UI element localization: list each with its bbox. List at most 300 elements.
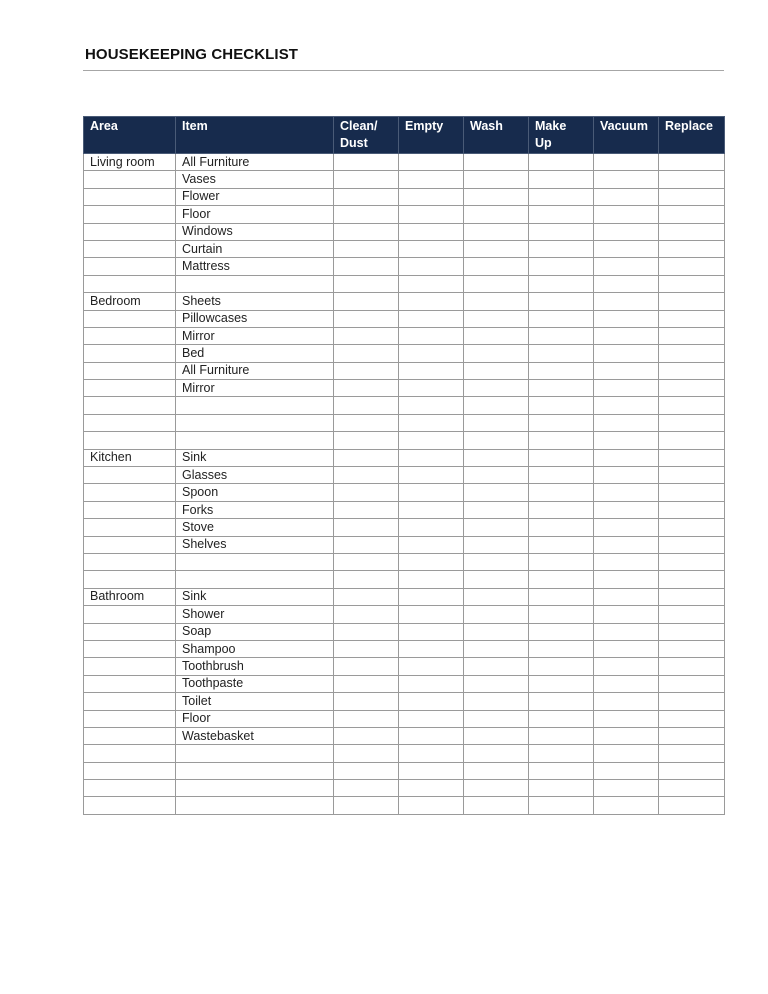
vacuum-checkbox-cell[interactable] — [594, 484, 659, 501]
wash-checkbox-cell[interactable] — [464, 501, 529, 518]
vacuum-checkbox-cell[interactable] — [594, 727, 659, 744]
wash-checkbox-cell[interactable] — [464, 223, 529, 240]
column-header-vacuum: Vacuum — [594, 117, 659, 154]
empty-checkbox-cell[interactable] — [399, 310, 464, 327]
replace-checkbox-cell[interactable] — [659, 171, 725, 188]
empty-checkbox-cell[interactable] — [399, 553, 464, 570]
make-up-checkbox-cell[interactable] — [529, 154, 594, 171]
replace-checkbox-cell[interactable] — [659, 623, 725, 640]
make-up-checkbox-cell[interactable] — [529, 206, 594, 223]
vacuum-checkbox-cell[interactable] — [594, 397, 659, 414]
clean-dust-checkbox-cell[interactable] — [334, 414, 399, 431]
item-cell: Toilet — [176, 693, 334, 710]
make-up-checkbox-cell[interactable] — [529, 571, 594, 588]
replace-checkbox-cell[interactable] — [659, 780, 725, 797]
replace-checkbox-cell[interactable] — [659, 640, 725, 657]
item-cell — [176, 762, 334, 779]
vacuum-checkbox-cell[interactable] — [594, 171, 659, 188]
replace-checkbox-cell[interactable] — [659, 484, 725, 501]
make-up-checkbox-cell[interactable] — [529, 780, 594, 797]
wash-checkbox-cell[interactable] — [464, 484, 529, 501]
clean-dust-checkbox-cell[interactable] — [334, 658, 399, 675]
vacuum-checkbox-cell[interactable] — [594, 710, 659, 727]
item-cell: Shampoo — [176, 640, 334, 657]
clean-dust-checkbox-cell[interactable] — [334, 745, 399, 762]
empty-checkbox-cell[interactable] — [399, 675, 464, 692]
empty-checkbox-cell[interactable] — [399, 414, 464, 431]
empty-checkbox-cell[interactable] — [399, 327, 464, 344]
make-up-checkbox-cell[interactable] — [529, 414, 594, 431]
clean-dust-checkbox-cell[interactable] — [334, 449, 399, 466]
clean-dust-checkbox-cell[interactable] — [334, 432, 399, 449]
vacuum-checkbox-cell[interactable] — [594, 467, 659, 484]
item-cell: Soap — [176, 623, 334, 640]
wash-checkbox-cell[interactable] — [464, 693, 529, 710]
make-up-checkbox-cell[interactable] — [529, 519, 594, 536]
area-cell — [84, 693, 176, 710]
area-cell — [84, 397, 176, 414]
item-cell: Shower — [176, 606, 334, 623]
clean-dust-checkbox-cell[interactable] — [334, 240, 399, 257]
replace-checkbox-cell[interactable] — [659, 553, 725, 570]
wash-checkbox-cell[interactable] — [464, 553, 529, 570]
vacuum-checkbox-cell[interactable] — [594, 675, 659, 692]
table-row — [84, 501, 725, 518]
item-cell — [176, 553, 334, 570]
make-up-checkbox-cell[interactable] — [529, 745, 594, 762]
make-up-checkbox-cell[interactable] — [529, 623, 594, 640]
empty-checkbox-cell[interactable] — [399, 449, 464, 466]
make-up-checkbox-cell[interactable] — [529, 449, 594, 466]
make-up-checkbox-cell[interactable] — [529, 380, 594, 397]
wash-checkbox-cell[interactable] — [464, 519, 529, 536]
replace-checkbox-cell[interactable] — [659, 345, 725, 362]
clean-dust-checkbox-cell[interactable] — [334, 536, 399, 553]
vacuum-checkbox-cell[interactable] — [594, 206, 659, 223]
empty-checkbox-cell[interactable] — [399, 275, 464, 292]
item-cell: Floor — [176, 206, 334, 223]
vacuum-checkbox-cell[interactable] — [594, 501, 659, 518]
area-cell — [84, 501, 176, 518]
table-row — [84, 449, 725, 466]
area-cell — [84, 745, 176, 762]
make-up-checkbox-cell[interactable] — [529, 327, 594, 344]
wash-checkbox-cell[interactable] — [464, 240, 529, 257]
clean-dust-checkbox-cell[interactable] — [334, 362, 399, 379]
replace-checkbox-cell[interactable] — [659, 571, 725, 588]
make-up-checkbox-cell[interactable] — [529, 640, 594, 657]
vacuum-checkbox-cell[interactable] — [594, 606, 659, 623]
empty-checkbox-cell[interactable] — [399, 658, 464, 675]
title-divider — [83, 70, 724, 71]
item-cell — [176, 780, 334, 797]
area-cell: Living room — [84, 154, 176, 171]
area-cell — [84, 797, 176, 814]
replace-checkbox-cell[interactable] — [659, 727, 725, 744]
replace-checkbox-cell[interactable] — [659, 275, 725, 292]
wash-checkbox-cell[interactable] — [464, 710, 529, 727]
wash-checkbox-cell[interactable] — [464, 188, 529, 205]
empty-checkbox-cell[interactable] — [399, 362, 464, 379]
empty-checkbox-cell[interactable] — [399, 710, 464, 727]
wash-checkbox-cell[interactable] — [464, 536, 529, 553]
table-row — [84, 223, 725, 240]
clean-dust-checkbox-cell[interactable] — [334, 553, 399, 570]
vacuum-checkbox-cell[interactable] — [594, 188, 659, 205]
replace-checkbox-cell[interactable] — [659, 467, 725, 484]
replace-checkbox-cell[interactable] — [659, 449, 725, 466]
vacuum-checkbox-cell[interactable] — [594, 362, 659, 379]
wash-checkbox-cell[interactable] — [464, 397, 529, 414]
item-cell: Spoon — [176, 484, 334, 501]
empty-checkbox-cell[interactable] — [399, 501, 464, 518]
make-up-checkbox-cell[interactable] — [529, 397, 594, 414]
wash-checkbox-cell[interactable] — [464, 327, 529, 344]
clean-dust-checkbox-cell[interactable] — [334, 693, 399, 710]
make-up-checkbox-cell[interactable] — [529, 275, 594, 292]
clean-dust-checkbox-cell[interactable] — [334, 780, 399, 797]
make-up-checkbox-cell[interactable] — [529, 727, 594, 744]
make-up-checkbox-cell[interactable] — [529, 310, 594, 327]
empty-checkbox-cell[interactable] — [399, 780, 464, 797]
make-up-checkbox-cell[interactable] — [529, 188, 594, 205]
replace-checkbox-cell[interactable] — [659, 693, 725, 710]
clean-dust-checkbox-cell[interactable] — [334, 154, 399, 171]
vacuum-checkbox-cell[interactable] — [594, 154, 659, 171]
table-row — [84, 310, 725, 327]
empty-checkbox-cell[interactable] — [399, 536, 464, 553]
make-up-checkbox-cell[interactable] — [529, 675, 594, 692]
area-cell — [84, 606, 176, 623]
wash-checkbox-cell[interactable] — [464, 467, 529, 484]
wash-checkbox-cell[interactable] — [464, 293, 529, 310]
vacuum-checkbox-cell[interactable] — [594, 275, 659, 292]
replace-checkbox-cell[interactable] — [659, 675, 725, 692]
page-title: HOUSEKEEPING CHECKLIST — [85, 46, 299, 63]
make-up-checkbox-cell[interactable] — [529, 710, 594, 727]
make-up-checkbox-cell[interactable] — [529, 240, 594, 257]
wash-checkbox-cell[interactable] — [464, 623, 529, 640]
vacuum-checkbox-cell[interactable] — [594, 693, 659, 710]
item-cell: Toothbrush — [176, 658, 334, 675]
make-up-checkbox-cell[interactable] — [529, 432, 594, 449]
clean-dust-checkbox-cell[interactable] — [334, 380, 399, 397]
wash-checkbox-cell[interactable] — [464, 258, 529, 275]
replace-checkbox-cell[interactable] — [659, 240, 725, 257]
make-up-checkbox-cell[interactable] — [529, 293, 594, 310]
item-cell: Sheets — [176, 293, 334, 310]
area-cell — [84, 327, 176, 344]
wash-checkbox-cell[interactable] — [464, 345, 529, 362]
clean-dust-checkbox-cell[interactable] — [334, 310, 399, 327]
wash-checkbox-cell[interactable] — [464, 588, 529, 605]
vacuum-checkbox-cell[interactable] — [594, 780, 659, 797]
make-up-checkbox-cell[interactable] — [529, 223, 594, 240]
vacuum-checkbox-cell[interactable] — [594, 571, 659, 588]
vacuum-checkbox-cell[interactable] — [594, 797, 659, 814]
item-cell: Mirror — [176, 380, 334, 397]
replace-checkbox-cell[interactable] — [659, 206, 725, 223]
replace-checkbox-cell[interactable] — [659, 188, 725, 205]
clean-dust-checkbox-cell[interactable] — [334, 484, 399, 501]
table-row — [84, 345, 725, 362]
empty-checkbox-cell[interactable] — [399, 397, 464, 414]
clean-dust-checkbox-cell[interactable] — [334, 188, 399, 205]
replace-checkbox-cell[interactable] — [659, 362, 725, 379]
clean-dust-checkbox-cell[interactable] — [334, 345, 399, 362]
wash-checkbox-cell[interactable] — [464, 154, 529, 171]
item-cell: Wastebasket — [176, 727, 334, 744]
table-row — [84, 588, 725, 605]
vacuum-checkbox-cell[interactable] — [594, 310, 659, 327]
wash-checkbox-cell[interactable] — [464, 449, 529, 466]
column-header-clean-dust: Clean/ Dust — [334, 117, 399, 154]
item-cell: Floor — [176, 710, 334, 727]
area-cell — [84, 640, 176, 657]
item-cell — [176, 414, 334, 431]
clean-dust-checkbox-cell[interactable] — [334, 640, 399, 657]
wash-checkbox-cell[interactable] — [464, 414, 529, 431]
table-row — [84, 519, 725, 536]
clean-dust-checkbox-cell[interactable] — [334, 519, 399, 536]
replace-checkbox-cell[interactable] — [659, 536, 725, 553]
make-up-checkbox-cell[interactable] — [529, 762, 594, 779]
wash-checkbox-cell[interactable] — [464, 571, 529, 588]
vacuum-checkbox-cell[interactable] — [594, 519, 659, 536]
vacuum-checkbox-cell[interactable] — [594, 640, 659, 657]
vacuum-checkbox-cell[interactable] — [594, 223, 659, 240]
clean-dust-checkbox-cell[interactable] — [334, 623, 399, 640]
empty-checkbox-cell[interactable] — [399, 762, 464, 779]
vacuum-checkbox-cell[interactable] — [594, 293, 659, 310]
vacuum-checkbox-cell[interactable] — [594, 345, 659, 362]
wash-checkbox-cell[interactable] — [464, 310, 529, 327]
empty-checkbox-cell[interactable] — [399, 380, 464, 397]
empty-checkbox-cell[interactable] — [399, 745, 464, 762]
replace-checkbox-cell[interactable] — [659, 293, 725, 310]
make-up-checkbox-cell[interactable] — [529, 588, 594, 605]
make-up-checkbox-cell[interactable] — [529, 467, 594, 484]
replace-checkbox-cell[interactable] — [659, 658, 725, 675]
replace-checkbox-cell[interactable] — [659, 588, 725, 605]
wash-checkbox-cell[interactable] — [464, 432, 529, 449]
make-up-checkbox-cell[interactable] — [529, 258, 594, 275]
empty-checkbox-cell[interactable] — [399, 154, 464, 171]
make-up-checkbox-cell[interactable] — [529, 536, 594, 553]
item-cell — [176, 797, 334, 814]
replace-checkbox-cell[interactable] — [659, 327, 725, 344]
replace-checkbox-cell[interactable] — [659, 745, 725, 762]
area-cell — [84, 223, 176, 240]
empty-checkbox-cell[interactable] — [399, 623, 464, 640]
clean-dust-checkbox-cell[interactable] — [334, 571, 399, 588]
clean-dust-checkbox-cell[interactable] — [334, 467, 399, 484]
table-row — [84, 467, 725, 484]
make-up-checkbox-cell[interactable] — [529, 693, 594, 710]
vacuum-checkbox-cell[interactable] — [594, 327, 659, 344]
make-up-checkbox-cell[interactable] — [529, 501, 594, 518]
area-cell — [84, 275, 176, 292]
empty-checkbox-cell[interactable] — [399, 693, 464, 710]
empty-checkbox-cell[interactable] — [399, 797, 464, 814]
make-up-checkbox-cell[interactable] — [529, 658, 594, 675]
table-row — [84, 640, 725, 657]
item-cell: Sink — [176, 588, 334, 605]
table-row — [84, 623, 725, 640]
area-cell — [84, 675, 176, 692]
vacuum-checkbox-cell[interactable] — [594, 380, 659, 397]
table-row — [84, 745, 725, 762]
table-row — [84, 606, 725, 623]
item-cell: Forks — [176, 501, 334, 518]
make-up-checkbox-cell[interactable] — [529, 484, 594, 501]
empty-checkbox-cell[interactable] — [399, 484, 464, 501]
area-cell — [84, 362, 176, 379]
clean-dust-checkbox-cell[interactable] — [334, 397, 399, 414]
empty-checkbox-cell[interactable] — [399, 519, 464, 536]
table-body — [84, 154, 725, 815]
empty-checkbox-cell[interactable] — [399, 432, 464, 449]
replace-checkbox-cell[interactable] — [659, 414, 725, 431]
area-cell — [84, 762, 176, 779]
clean-dust-checkbox-cell[interactable] — [334, 327, 399, 344]
wash-checkbox-cell[interactable] — [464, 640, 529, 657]
area-cell — [84, 484, 176, 501]
item-cell: Shelves — [176, 536, 334, 553]
wash-checkbox-cell[interactable] — [464, 275, 529, 292]
vacuum-checkbox-cell[interactable] — [594, 658, 659, 675]
empty-checkbox-cell[interactable] — [399, 345, 464, 362]
area-cell — [84, 658, 176, 675]
wash-checkbox-cell[interactable] — [464, 745, 529, 762]
column-header-make-up: Make Up — [529, 117, 594, 154]
empty-checkbox-cell[interactable] — [399, 171, 464, 188]
wash-checkbox-cell[interactable] — [464, 780, 529, 797]
replace-checkbox-cell[interactable] — [659, 606, 725, 623]
make-up-checkbox-cell[interactable] — [529, 345, 594, 362]
vacuum-checkbox-cell[interactable] — [594, 449, 659, 466]
clean-dust-checkbox-cell[interactable] — [334, 293, 399, 310]
area-cell — [84, 171, 176, 188]
replace-checkbox-cell[interactable] — [659, 762, 725, 779]
table-row — [84, 258, 725, 275]
clean-dust-checkbox-cell[interactable] — [334, 797, 399, 814]
replace-checkbox-cell[interactable] — [659, 432, 725, 449]
make-up-checkbox-cell[interactable] — [529, 553, 594, 570]
wash-checkbox-cell[interactable] — [464, 362, 529, 379]
clean-dust-checkbox-cell[interactable] — [334, 710, 399, 727]
clean-dust-checkbox-cell[interactable] — [334, 258, 399, 275]
vacuum-checkbox-cell[interactable] — [594, 745, 659, 762]
area-cell — [84, 258, 176, 275]
empty-checkbox-cell[interactable] — [399, 571, 464, 588]
empty-checkbox-cell[interactable] — [399, 206, 464, 223]
replace-checkbox-cell[interactable] — [659, 501, 725, 518]
replace-checkbox-cell[interactable] — [659, 310, 725, 327]
replace-checkbox-cell[interactable] — [659, 397, 725, 414]
wash-checkbox-cell[interactable] — [464, 206, 529, 223]
table-row — [84, 362, 725, 379]
wash-checkbox-cell[interactable] — [464, 675, 529, 692]
wash-checkbox-cell[interactable] — [464, 727, 529, 744]
make-up-checkbox-cell[interactable] — [529, 797, 594, 814]
clean-dust-checkbox-cell[interactable] — [334, 762, 399, 779]
empty-checkbox-cell[interactable] — [399, 258, 464, 275]
wash-checkbox-cell[interactable] — [464, 797, 529, 814]
area-cell — [84, 206, 176, 223]
make-up-checkbox-cell[interactable] — [529, 606, 594, 623]
clean-dust-checkbox-cell[interactable] — [334, 206, 399, 223]
wash-checkbox-cell[interactable] — [464, 606, 529, 623]
replace-checkbox-cell[interactable] — [659, 710, 725, 727]
vacuum-checkbox-cell[interactable] — [594, 762, 659, 779]
table-row — [84, 380, 725, 397]
area-cell — [84, 414, 176, 431]
vacuum-checkbox-cell[interactable] — [594, 240, 659, 257]
clean-dust-checkbox-cell[interactable] — [334, 171, 399, 188]
empty-checkbox-cell[interactable] — [399, 293, 464, 310]
empty-checkbox-cell[interactable] — [399, 467, 464, 484]
clean-dust-checkbox-cell[interactable] — [334, 588, 399, 605]
empty-checkbox-cell[interactable] — [399, 223, 464, 240]
replace-checkbox-cell[interactable] — [659, 258, 725, 275]
wash-checkbox-cell[interactable] — [464, 762, 529, 779]
vacuum-checkbox-cell[interactable] — [594, 536, 659, 553]
area-cell — [84, 240, 176, 257]
wash-checkbox-cell[interactable] — [464, 658, 529, 675]
item-cell — [176, 571, 334, 588]
replace-checkbox-cell[interactable] — [659, 519, 725, 536]
empty-checkbox-cell[interactable] — [399, 727, 464, 744]
make-up-checkbox-cell[interactable] — [529, 171, 594, 188]
vacuum-checkbox-cell[interactable] — [594, 623, 659, 640]
vacuum-checkbox-cell[interactable] — [594, 258, 659, 275]
clean-dust-checkbox-cell[interactable] — [334, 501, 399, 518]
wash-checkbox-cell[interactable] — [464, 380, 529, 397]
replace-checkbox-cell[interactable] — [659, 380, 725, 397]
item-cell: Bed — [176, 345, 334, 362]
area-cell — [84, 710, 176, 727]
item-cell: All Furniture — [176, 362, 334, 379]
clean-dust-checkbox-cell[interactable] — [334, 275, 399, 292]
vacuum-checkbox-cell[interactable] — [594, 432, 659, 449]
replace-checkbox-cell[interactable] — [659, 154, 725, 171]
vacuum-checkbox-cell[interactable] — [594, 414, 659, 431]
table-row — [84, 727, 725, 744]
empty-checkbox-cell[interactable] — [399, 240, 464, 257]
empty-checkbox-cell[interactable] — [399, 606, 464, 623]
make-up-checkbox-cell[interactable] — [529, 362, 594, 379]
empty-checkbox-cell[interactable] — [399, 188, 464, 205]
clean-dust-checkbox-cell[interactable] — [334, 675, 399, 692]
vacuum-checkbox-cell[interactable] — [594, 553, 659, 570]
replace-checkbox-cell[interactable] — [659, 797, 725, 814]
vacuum-checkbox-cell[interactable] — [594, 588, 659, 605]
empty-checkbox-cell[interactable] — [399, 640, 464, 657]
table-row — [84, 797, 725, 814]
table-row — [84, 484, 725, 501]
table-row — [84, 710, 725, 727]
wash-checkbox-cell[interactable] — [464, 171, 529, 188]
empty-checkbox-cell[interactable] — [399, 588, 464, 605]
table-row — [84, 571, 725, 588]
clean-dust-checkbox-cell[interactable] — [334, 606, 399, 623]
item-cell: Windows — [176, 223, 334, 240]
replace-checkbox-cell[interactable] — [659, 223, 725, 240]
table-row — [84, 658, 725, 675]
clean-dust-checkbox-cell[interactable] — [334, 223, 399, 240]
clean-dust-checkbox-cell[interactable] — [334, 727, 399, 744]
